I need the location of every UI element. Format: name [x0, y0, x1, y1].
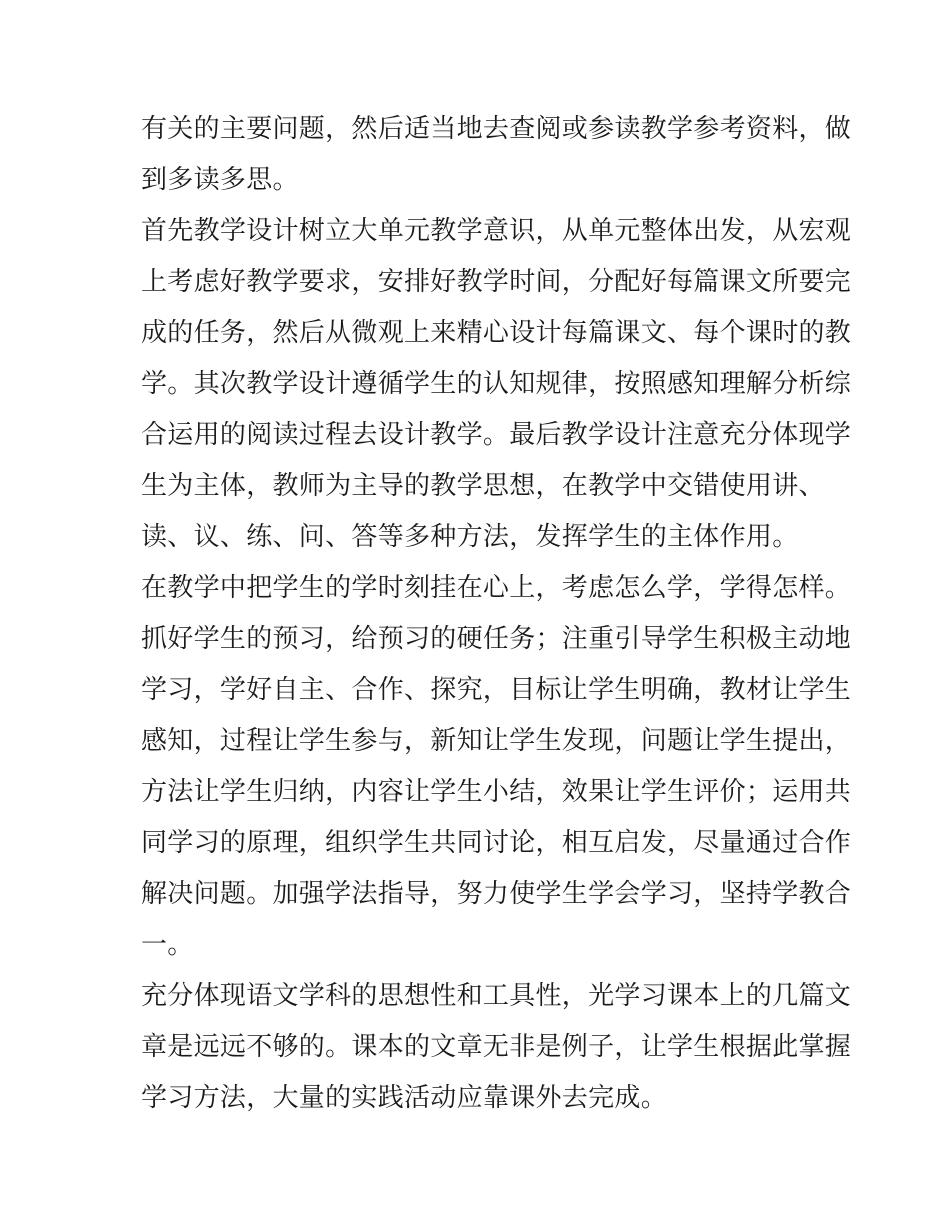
- document-body: [141, 104, 852, 1124]
- text-line: 合运用的阅读过程去设计教学。最后教学设计注意充分体现学: [141, 420, 852, 450]
- text-line: 首先教学设计树立大单元教学意识，从单元整体出发，从宏观: [141, 216, 852, 246]
- text-line: 充分体现语文学科的思想性和工具性，光学习课本上的几篇文: [141, 981, 852, 1011]
- paragraph-2: [141, 206, 852, 563]
- text-line: 解决问题。加强学法指导，努力使学生学会学习，坚持学教合: [141, 879, 852, 909]
- text-line: 在教学中把学生的学时刻挂在心上，考虑怎么学，学得怎样。: [141, 573, 852, 603]
- text-line: 生为主体，教师为主导的教学思想，在教学中交错使用讲、: [141, 471, 825, 501]
- text-line: 方法让学生归纳，内容让学生小结，效果让学生评价；运用共: [141, 777, 852, 807]
- text-line: 有关的主要问题，然后适当地去查阅或参读教学参考资料，做: [141, 114, 852, 144]
- text-line: 上考虑好教学要求，安排好教学时间，分配好每篇课文所要完: [141, 267, 852, 297]
- text-line: 感知，过程让学生参与，新知让学生发现，问题让学生提出，: [141, 726, 852, 756]
- text-line: 学习，学好自主、合作、探究，目标让学生明确，教材让学生: [141, 675, 852, 705]
- paragraph-4: [141, 971, 852, 1124]
- text-line: 到多读多思。: [141, 165, 299, 195]
- text-line: 学。其次教学设计遵循学生的认知规律，按照感知理解分析综: [141, 369, 852, 399]
- text-line: 同学习的原理，组织学生共同讨论，相互启发，尽量通过合作: [141, 828, 852, 858]
- paragraph-1: [141, 104, 852, 206]
- text-line: 读、议、练、问、答等多种方法，发挥学生的主体作用。: [141, 522, 799, 552]
- text-line: 章是远远不够的。课本的文章无非是例子，让学生根据此掌握: [141, 1032, 852, 1062]
- text-line: 学习方法，大量的实践活动应靠课外去完成。: [141, 1083, 668, 1113]
- paragraph-3: [141, 563, 852, 971]
- text-line: 成的任务，然后从微观上来精心设计每篇课文、每个课时的教: [141, 318, 852, 348]
- text-line: 一。: [141, 930, 194, 960]
- text-line: 抓好学生的预习，给预习的硬任务；注重引导学生积极主动地: [141, 624, 852, 654]
